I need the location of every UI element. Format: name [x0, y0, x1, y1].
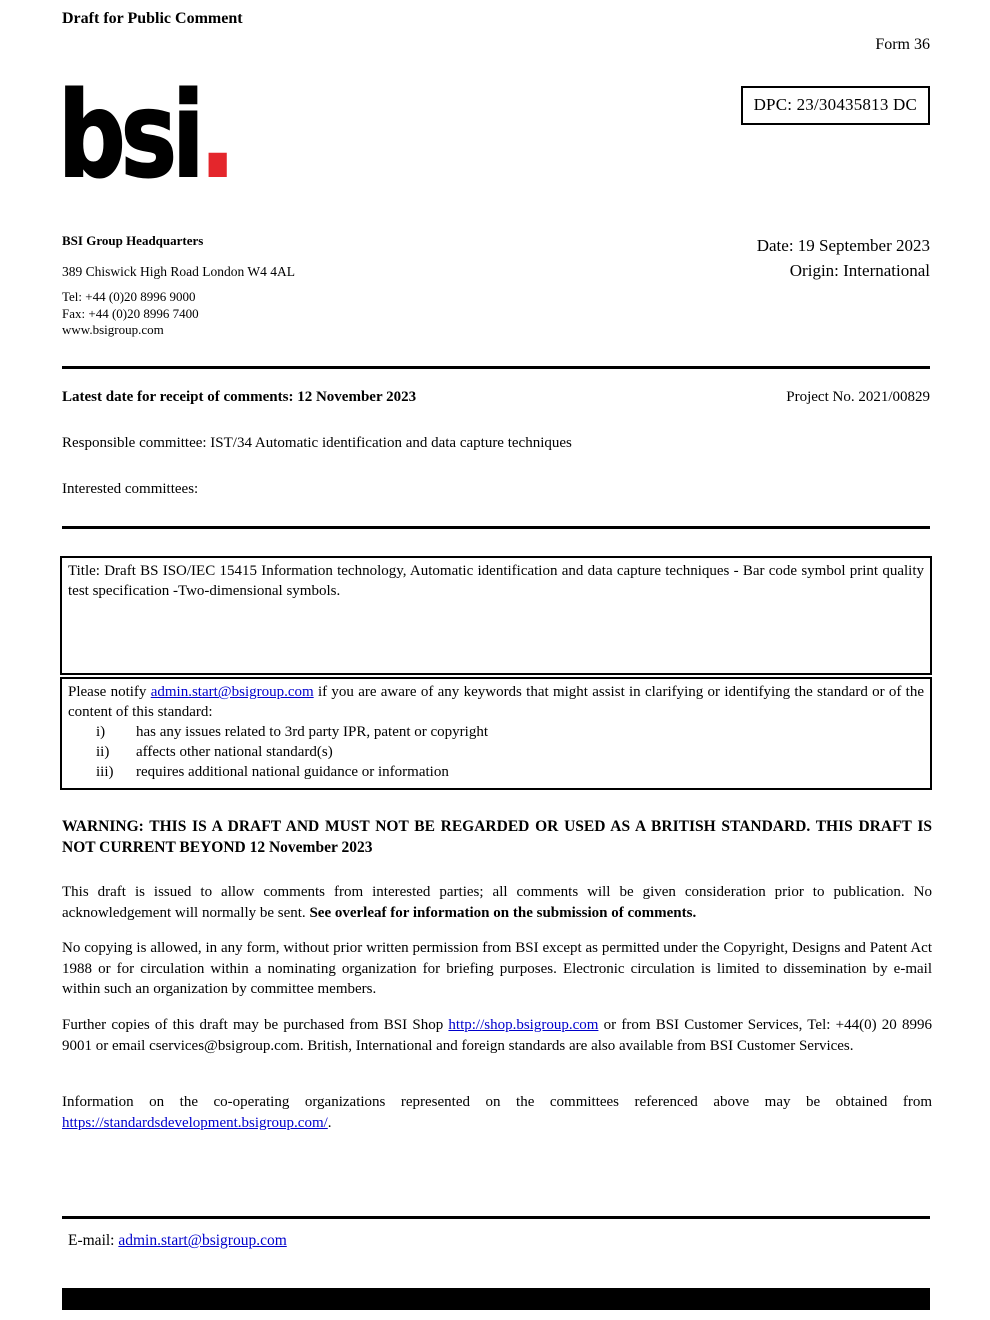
paragraph-further-copies — [62, 1015, 932, 1056]
keyword-item — [68, 742, 924, 762]
paragraph-text: Information on the co-operating organizations represented on the committees referenced above may be obtained from — [62, 1094, 932, 1110]
project-number: Project No. 2021/00829 — [786, 389, 930, 405]
bsi-logo — [58, 66, 231, 204]
form-number: Form 36 — [875, 36, 930, 53]
keyword-item — [68, 722, 924, 742]
keyword-item-number: iii) — [96, 764, 114, 780]
keyword-item-text: has any issues related to 3rd party IPR, patent or copyright — [136, 724, 489, 740]
comments-deadline-row — [62, 389, 930, 406]
paragraph-text: . — [327, 1114, 332, 1131]
keyword-item-text: affects other national standard(s) — [136, 744, 333, 760]
divider-middle — [62, 526, 930, 529]
draft-for-public-comment-label: Draft for Public Comment — [62, 10, 243, 27]
headquarters-name: BSI Group Headquarters — [62, 233, 204, 248]
footer-black-bar — [62, 1288, 930, 1310]
date-line: Date: 19 September 2023 — [756, 236, 930, 255]
notify-intro-post: if you are aware of any keywords that might assist in clarifying or identifying the standard or of the content of this standard: — [68, 684, 925, 720]
title-box — [60, 556, 932, 675]
footer-email-label: E-mail: — [68, 1232, 119, 1249]
keyword-item — [68, 762, 924, 782]
comments-deadline: Latest date for receipt of comments: 12 November 2023 — [62, 389, 417, 405]
headquarters-fax: Fax: +44 (0)20 8996 7400 — [62, 305, 199, 321]
divider-top — [62, 366, 930, 369]
footer-email-line — [68, 1232, 287, 1250]
paragraph-no-copying: No copying is allowed, in any form, without prior written permission from BSI except as permitted under the Copyright, Designs and Patent Act 1988 or for circulation within a nominating organization for briefing purposes. Electronic circulation is limited to dissemination by e-mail within such an organization by committee members. — [62, 940, 932, 997]
notify-intro-pre: Please notify — [68, 684, 151, 700]
bsi-logo-red-dot: . — [199, 66, 231, 204]
bsi-shop-link[interactable]: http://shop.bsigroup.com — [448, 1017, 599, 1033]
paragraph-text: This draft is issued to allow comments from interested parties; all comments will be given consideration prior to publication. No acknowledgement will normally be sent. — [62, 884, 932, 921]
paragraph-cooperating-orgs — [62, 1092, 932, 1133]
standards-development-link[interactable]: https://standardsdevelopment.bsigroup.com/ — [62, 1114, 328, 1131]
footer-email-link[interactable]: admin.start@bsigroup.com — [118, 1232, 287, 1249]
notify-box — [60, 677, 932, 790]
draft-warning: WARNING: THIS IS A DRAFT AND MUST NOT BE REGARDED OR USED AS A BRITISH STANDARD. THIS DRAFT IS NOT CURRENT BEYOND 12 November 2023 — [62, 818, 932, 856]
title-text: Title: Draft BS ISO/IEC 15415 Information technology, Automatic identification and data capture techniques - Bar code symbol print quality test specification -Two-dimensional symbols. — [68, 563, 924, 599]
headquarters-tel: Tel: +44 (0)20 8996 9000 — [62, 289, 196, 304]
headquarters-address: 389 Chiswick High Road London W4 4AL — [62, 264, 295, 279]
headquarters-block — [62, 233, 295, 339]
notify-intro — [68, 682, 924, 722]
origin-line: Origin: International — [789, 261, 930, 280]
keyword-item-number: ii) — [96, 744, 110, 760]
paragraph-text: Further copies of this draft may be purchased from BSI Shop — [62, 1017, 449, 1033]
document-meta — [757, 233, 930, 283]
keyword-item-text: requires additional national guidance or information — [136, 764, 449, 780]
keyword-item-number: i) — [96, 724, 106, 740]
dpc-code-box: DPC: 23/30435813 DC — [741, 86, 930, 125]
interested-committees: Interested committees: — [62, 481, 199, 497]
headquarters-website: www.bsigroup.com — [62, 322, 164, 337]
paragraph-text: or from BSI Customer Services, Tel: +44(0) 20 8996 9001 or email cservices@bsigroup.com. British, International and foreign standards are also available from BSI Customer Services. — [62, 1017, 932, 1054]
see-overleaf-note: See overleaf for information on the submission of comments. — [309, 904, 697, 921]
responsible-committee: Responsible committee: IST/34 Automatic identification and data capture techniques — [62, 435, 572, 451]
paragraph-comments-issue — [62, 882, 932, 923]
notify-email-link[interactable]: admin.start@bsigroup.com — [150, 684, 314, 700]
bsi-logo-text: bsi — [58, 66, 200, 204]
divider-footer — [62, 1216, 930, 1219]
